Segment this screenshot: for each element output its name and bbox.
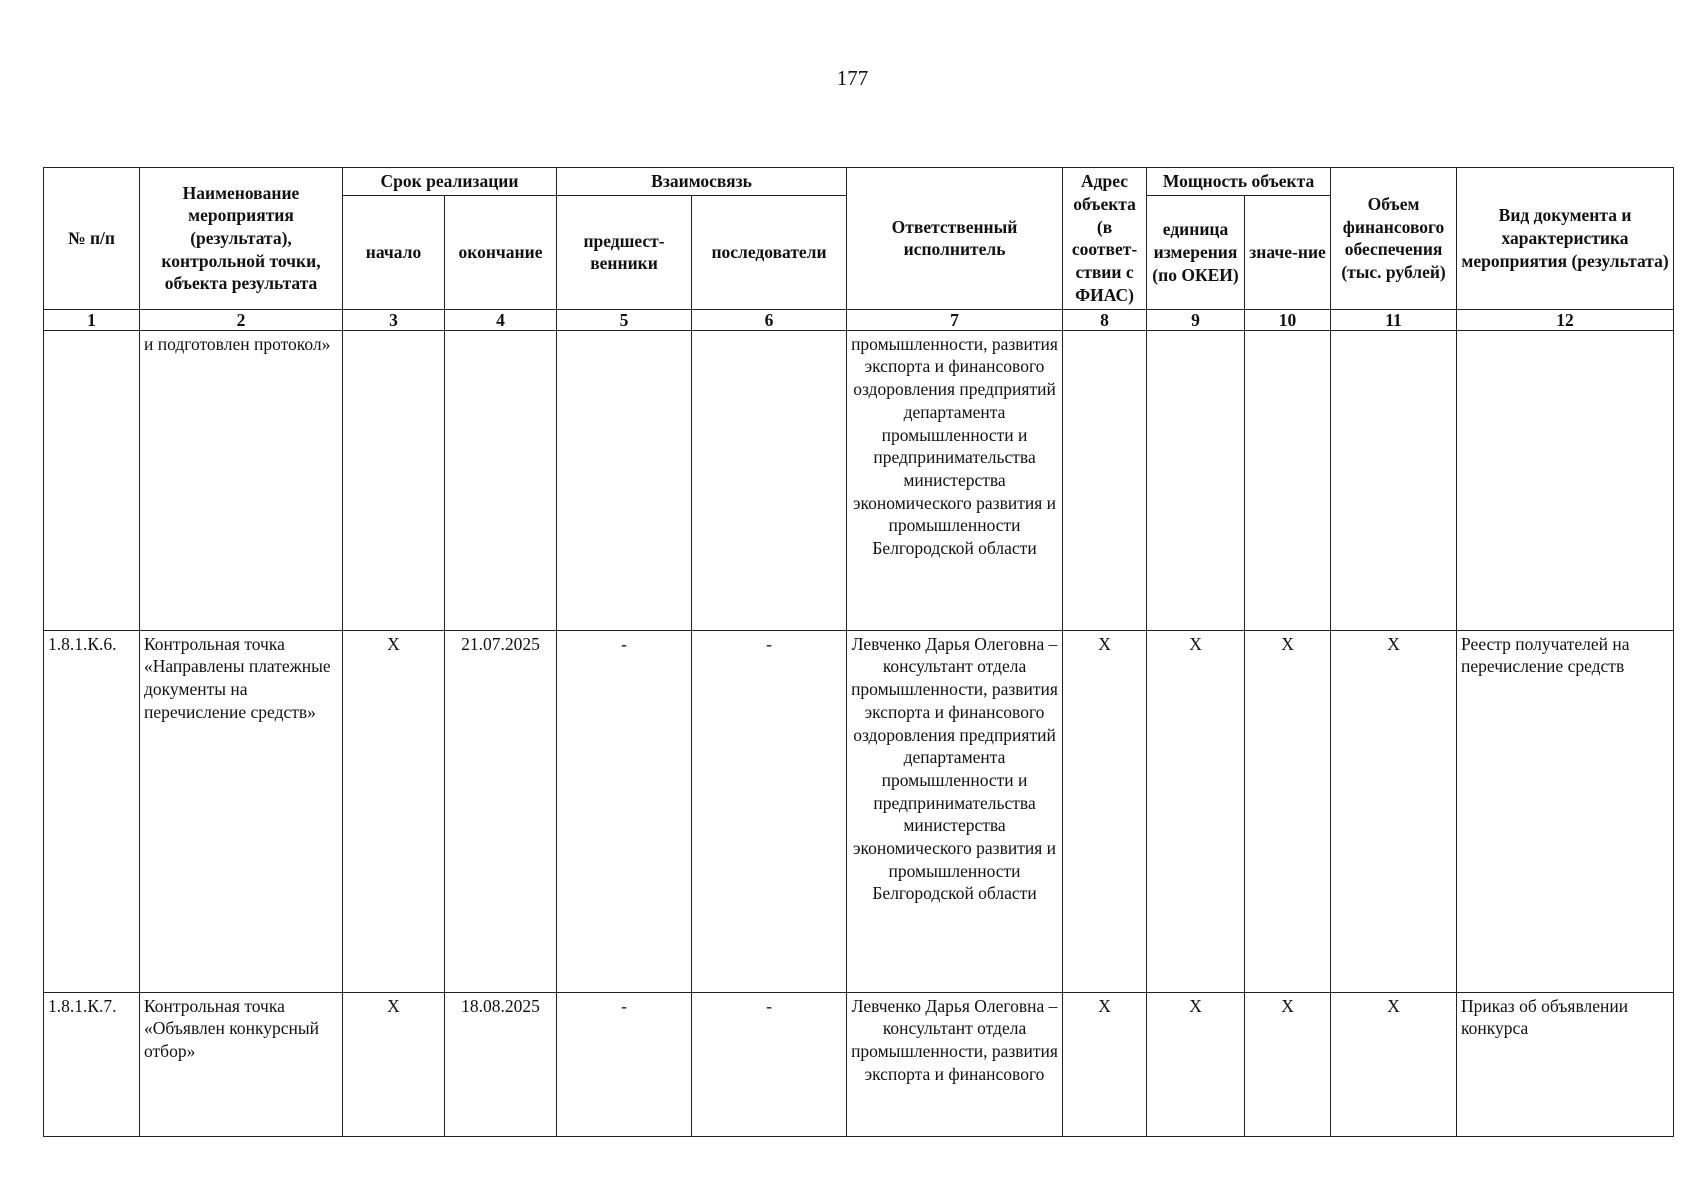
row-start: Х [343,630,445,992]
header-address: Адрес объекта (в соответ-ствии с ФИАС) [1063,168,1147,310]
row-value: Х [1245,630,1331,992]
column-number: 8 [1063,309,1147,330]
row-funding: Х [1331,630,1457,992]
row-next: - [692,630,847,992]
row-prev: - [557,630,692,992]
row-num [44,330,140,630]
header-num: № п/п [44,168,140,310]
row-prev: - [557,992,692,1136]
row-funding [1331,330,1457,630]
row-next: - [692,992,847,1136]
row-unit: Х [1147,630,1245,992]
column-number: 3 [343,309,445,330]
column-number: 2 [140,309,343,330]
row-address: Х [1063,630,1147,992]
header-funding: Объем финансового обеспечения (тыс. рублей) [1331,168,1457,310]
row-num: 1.8.1.К.6. [44,630,140,992]
column-number: 12 [1457,309,1674,330]
row-doc: Реестр получателей на перечисление средств [1457,630,1674,992]
row-value [1245,330,1331,630]
row-prev [557,330,692,630]
column-number: 10 [1245,309,1331,330]
row-address [1063,330,1147,630]
header-name: Наименование мероприятия (результата), контрольной точки, объекта результата [140,168,343,310]
column-number: 11 [1331,309,1457,330]
column-number-row [44,309,1674,330]
header-responsible: Ответственный исполнитель [847,168,1063,310]
header-term-group: Срок реализации [343,168,557,196]
table-header [44,168,1674,331]
column-number: 7 [847,309,1063,330]
header-doc: Вид документа и характеристика мероприятия (результата) [1457,168,1674,310]
row-unit: Х [1147,992,1245,1136]
row-start [343,330,445,630]
header-link-group: Взаимосвязь [557,168,847,196]
plan-table [43,167,1674,1137]
table-row [44,992,1674,1136]
table-body [44,330,1674,1136]
header-capacity-unit: единица измерения (по ОКЕИ) [1147,195,1245,309]
row-funding: Х [1331,992,1457,1136]
header-term-end: окончание [445,195,557,309]
page-number: 177 [836,66,869,90]
column-number: 5 [557,309,692,330]
row-responsible: Левченко Дарья Олеговна – консультант отдела промышленности, развития экспорта и финансового [847,992,1063,1136]
header-term-start: начало [343,195,445,309]
table-row [44,330,1674,630]
table-row [44,630,1674,992]
row-end: 21.07.2025 [445,630,557,992]
header-capacity-value: значе-ние [1245,195,1331,309]
row-value: Х [1245,992,1331,1136]
header-capacity-group: Мощность объекта [1147,168,1331,196]
column-number: 6 [692,309,847,330]
header-link-next: последователи [692,195,847,309]
row-start: Х [343,992,445,1136]
row-end: 18.08.2025 [445,992,557,1136]
row-next [692,330,847,630]
row-name: и подготовлен протокол» [140,330,343,630]
row-unit [1147,330,1245,630]
row-end [445,330,557,630]
row-responsible: Левченко Дарья Олеговна – консультант отдела промышленности, развития экспорта и финансового оздоровления предприятий департамента промышленности и предпринимательства министерства экономического развития и промышленности Белгородской области [847,630,1063,992]
header-link-prev: предшест-венники [557,195,692,309]
row-responsible: промышленности, развития экспорта и финансового оздоровления предприятий департамента промышленности и предпринимательства министерства экономического развития и промышленности Белгородской области [847,330,1063,630]
row-name: Контрольная точка «Направлены платежные документы на перечисление средств» [140,630,343,992]
column-number: 9 [1147,309,1245,330]
row-name: Контрольная точка «Объявлен конкурсный отбор» [140,992,343,1136]
column-number: 1 [44,309,140,330]
row-address: Х [1063,992,1147,1136]
row-doc [1457,330,1674,630]
column-number: 4 [445,309,557,330]
row-num: 1.8.1.К.7. [44,992,140,1136]
row-doc: Приказ об объявлении конкурса [1457,992,1674,1136]
